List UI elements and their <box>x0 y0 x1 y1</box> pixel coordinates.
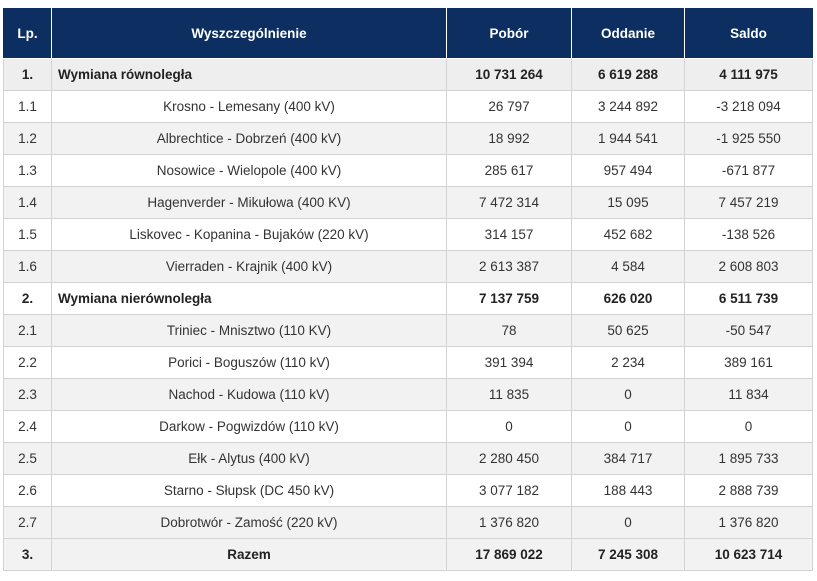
cell-saldo: 2 608 803 <box>685 251 813 283</box>
cell-oddanie: 15 095 <box>572 187 685 219</box>
cell-oddanie: 452 682 <box>572 219 685 251</box>
cell-oddanie: 50 625 <box>572 315 685 347</box>
cell-lp: 2.6 <box>4 475 52 507</box>
table-row <box>4 315 813 347</box>
cell-saldo: 11 834 <box>685 379 813 411</box>
group-row-nonparallel-exchange <box>4 283 813 315</box>
cell-description: Nosowice - Wielopole (400 kV) <box>52 155 447 187</box>
cell-description: Wymiana równoległa <box>52 59 447 91</box>
cell-saldo: 389 161 <box>685 347 813 379</box>
cell-pobor: 18 992 <box>447 123 572 155</box>
table-row <box>4 123 813 155</box>
cell-lp: 2. <box>4 283 52 315</box>
table-body <box>4 59 813 571</box>
cell-oddanie: 2 234 <box>572 347 685 379</box>
cell-oddanie: 0 <box>572 411 685 443</box>
cell-lp: 1.2 <box>4 123 52 155</box>
cell-oddanie: 4 584 <box>572 251 685 283</box>
header-description: Wyszczególnienie <box>52 9 447 59</box>
header-pobor: Pobór <box>447 9 572 59</box>
cell-lp: 1.3 <box>4 155 52 187</box>
table-row <box>4 347 813 379</box>
cell-saldo: -138 526 <box>685 219 813 251</box>
table-row <box>4 91 813 123</box>
cell-oddanie: 0 <box>572 379 685 411</box>
table-row <box>4 155 813 187</box>
cell-saldo: 6 511 739 <box>685 283 813 315</box>
group-row-parallel-exchange <box>4 59 813 91</box>
total-row <box>4 539 813 571</box>
cell-pobor: 0 <box>447 411 572 443</box>
cell-saldo: 0 <box>685 411 813 443</box>
cell-oddanie: 384 717 <box>572 443 685 475</box>
cell-description: Darkow - Pogwizdów (110 kV) <box>52 411 447 443</box>
cell-pobor: 3 077 182 <box>447 475 572 507</box>
cell-description: Vierraden - Krajnik (400 kV) <box>52 251 447 283</box>
cell-oddanie: 188 443 <box>572 475 685 507</box>
header-row <box>4 9 813 59</box>
cell-oddanie: 7 245 308 <box>572 539 685 571</box>
cell-description: Ełk - Alytus (400 kV) <box>52 443 447 475</box>
cell-description: Krosno - Lemesany (400 kV) <box>52 91 447 123</box>
exchange-table-container <box>3 8 813 571</box>
table-row <box>4 443 813 475</box>
cell-pobor: 391 394 <box>447 347 572 379</box>
cell-saldo: 1 895 733 <box>685 443 813 475</box>
cell-lp: 2.4 <box>4 411 52 443</box>
cell-saldo: -50 547 <box>685 315 813 347</box>
cell-lp: 2.2 <box>4 347 52 379</box>
cell-oddanie: 1 944 541 <box>572 123 685 155</box>
exchange-table <box>3 8 813 571</box>
cell-lp: 2.3 <box>4 379 52 411</box>
cell-description: Porici - Boguszów (110 kV) <box>52 347 447 379</box>
cell-description: Dobrotwór - Zamość (220 kV) <box>52 507 447 539</box>
cell-oddanie: 957 494 <box>572 155 685 187</box>
cell-description: Liskovec - Kopanina - Bujaków (220 kV) <box>52 219 447 251</box>
cell-saldo: 1 376 820 <box>685 507 813 539</box>
cell-saldo: -3 218 094 <box>685 91 813 123</box>
table-row <box>4 475 813 507</box>
header-lp: Lp. <box>4 9 52 59</box>
cell-lp: 2.5 <box>4 443 52 475</box>
cell-lp: 2.7 <box>4 507 52 539</box>
cell-lp: 1. <box>4 59 52 91</box>
cell-lp: 1.4 <box>4 187 52 219</box>
cell-saldo: 4 111 975 <box>685 59 813 91</box>
cell-oddanie: 626 020 <box>572 283 685 315</box>
cell-description: Albrechtice - Dobrzeń (400 kV) <box>52 123 447 155</box>
cell-pobor: 2 613 387 <box>447 251 572 283</box>
header-saldo: Saldo <box>685 9 813 59</box>
table-row <box>4 251 813 283</box>
cell-description: Wymiana nierównoległa <box>52 283 447 315</box>
cell-oddanie: 6 619 288 <box>572 59 685 91</box>
cell-description: Triniec - Mnisztwo (110 KV) <box>52 315 447 347</box>
table-row <box>4 411 813 443</box>
cell-lp: 1.1 <box>4 91 52 123</box>
cell-pobor: 17 869 022 <box>447 539 572 571</box>
cell-description: Nachod - Kudowa (110 kV) <box>52 379 447 411</box>
table-row <box>4 507 813 539</box>
cell-description: Starno - Słupsk (DC 450 kV) <box>52 475 447 507</box>
cell-description: Razem <box>52 539 447 571</box>
cell-pobor: 78 <box>447 315 572 347</box>
cell-lp: 1.6 <box>4 251 52 283</box>
cell-lp: 1.5 <box>4 219 52 251</box>
cell-pobor: 7 137 759 <box>447 283 572 315</box>
table-row <box>4 187 813 219</box>
cell-pobor: 26 797 <box>447 91 572 123</box>
cell-pobor: 10 731 264 <box>447 59 572 91</box>
cell-pobor: 1 376 820 <box>447 507 572 539</box>
cell-description: Hagenverder - Mikułowa (400 KV) <box>52 187 447 219</box>
cell-pobor: 285 617 <box>447 155 572 187</box>
table-row <box>4 379 813 411</box>
cell-pobor: 314 157 <box>447 219 572 251</box>
cell-saldo: 10 623 714 <box>685 539 813 571</box>
cell-pobor: 7 472 314 <box>447 187 572 219</box>
cell-saldo: 7 457 219 <box>685 187 813 219</box>
cell-lp: 2.1 <box>4 315 52 347</box>
cell-saldo: -1 925 550 <box>685 123 813 155</box>
table-header <box>4 9 813 59</box>
cell-oddanie: 0 <box>572 507 685 539</box>
cell-saldo: 2 888 739 <box>685 475 813 507</box>
header-oddanie: Oddanie <box>572 9 685 59</box>
cell-pobor: 11 835 <box>447 379 572 411</box>
cell-saldo: -671 877 <box>685 155 813 187</box>
cell-pobor: 2 280 450 <box>447 443 572 475</box>
cell-lp: 3. <box>4 539 52 571</box>
table-row <box>4 219 813 251</box>
cell-oddanie: 3 244 892 <box>572 91 685 123</box>
